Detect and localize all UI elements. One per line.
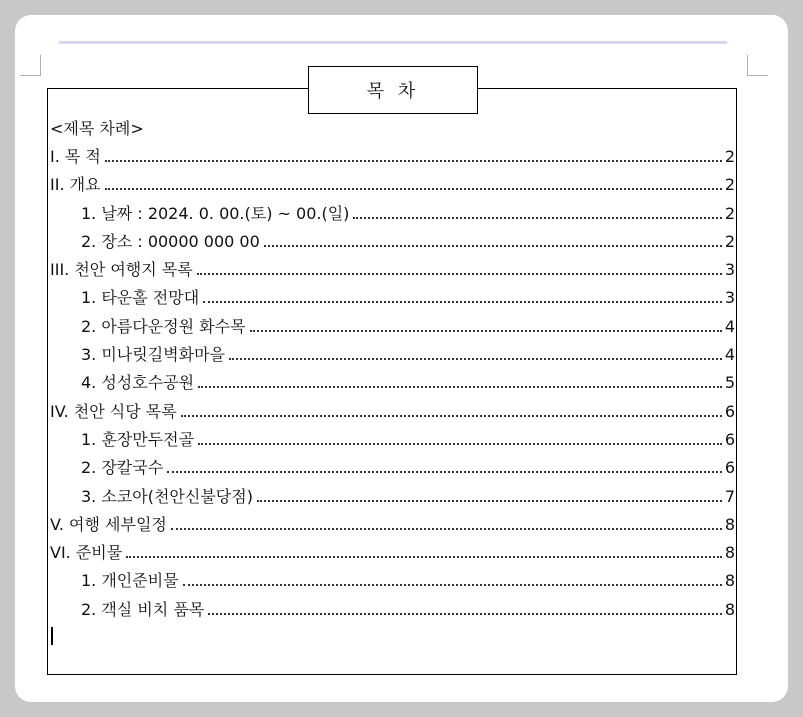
toc-leader-dots — [264, 245, 722, 247]
toc-page-number: 8 — [724, 571, 735, 591]
toc-leader-dots — [203, 301, 722, 303]
toc-page-number: 3 — [724, 288, 735, 308]
toc-entries — [50, 143, 735, 624]
toc-entry[interactable] — [50, 369, 735, 397]
toc-entry-label: 2. 장칼국수 — [81, 458, 164, 478]
toc-leader-dots — [105, 188, 722, 190]
toc-entry-label: 2. 아름다운정원 화수목 — [81, 316, 246, 336]
toc-entry-label: 1. 타운홀 전망대 — [81, 288, 200, 308]
header-area-line — [59, 41, 727, 44]
toc-page-number: 5 — [724, 373, 735, 393]
crop-mark-top-right — [747, 55, 768, 76]
toc-entry[interactable] — [50, 200, 735, 228]
toc-entry[interactable] — [50, 256, 735, 284]
toc-leader-dots — [229, 358, 722, 360]
toc-entry-label: I. 목 적 — [50, 147, 101, 166]
toc-entry-label: 3. 소코아(천안신불당점) — [81, 486, 253, 506]
toc-leader-dots — [171, 528, 722, 530]
toc-heading: <제목 차례> — [50, 119, 144, 138]
toc-leader-dots — [197, 273, 722, 275]
toc-page-number: 8 — [724, 599, 735, 619]
table-of-contents[interactable] — [50, 115, 735, 624]
toc-leader-dots — [353, 217, 721, 219]
document-page — [15, 15, 788, 702]
toc-entry[interactable] — [50, 567, 735, 595]
toc-entry[interactable] — [50, 454, 735, 482]
toc-page-number: 6 — [724, 429, 735, 449]
toc-leader-dots — [257, 500, 722, 502]
toc-title: 목 차 — [308, 66, 478, 114]
toc-entry[interactable] — [50, 596, 735, 624]
toc-leader-dots — [208, 613, 722, 615]
toc-leader-dots — [250, 330, 722, 332]
toc-leader-dots — [198, 386, 722, 388]
toc-entry-label: 3. 미나릿길벽화마을 — [81, 345, 225, 365]
toc-page-number: 8 — [724, 514, 735, 534]
toc-page-number: 8 — [724, 543, 735, 563]
toc-entry-label: 2. 장소 : 00000 000 00 — [81, 231, 260, 251]
toc-page-number: 4 — [724, 316, 735, 336]
toc-page-number: 6 — [724, 458, 735, 478]
toc-entry-label: 1. 날짜 : 2024. 0. 00.(토) ~ 00.(일) — [81, 203, 350, 223]
toc-page-number: 2 — [724, 231, 735, 251]
toc-entry[interactable] — [50, 398, 735, 426]
toc-entry-label: 1. 훈장만두전골 — [81, 429, 195, 449]
toc-entry[interactable] — [50, 511, 735, 539]
toc-page-number: 6 — [724, 401, 735, 421]
toc-entry[interactable] — [50, 426, 735, 454]
toc-entry[interactable] — [50, 143, 735, 171]
toc-entry[interactable] — [50, 284, 735, 312]
toc-entry-label: V. 여행 세부일정 — [50, 514, 167, 534]
toc-page-number: 4 — [724, 345, 735, 365]
toc-entry-label: 1. 개인준비물 — [81, 571, 179, 591]
toc-entry[interactable] — [50, 171, 735, 199]
toc-leader-dots — [183, 584, 722, 586]
toc-entry-label: 4. 성성호수공원 — [81, 373, 195, 393]
toc-page-number: 2 — [724, 203, 735, 223]
text-cursor — [51, 627, 53, 645]
toc-entry-label: VI. 준비물 — [50, 543, 123, 563]
toc-leader-dots — [126, 556, 722, 558]
toc-entry-label: 2. 객실 비치 품목 — [81, 599, 205, 619]
toc-entry-label: III. 천안 여행지 목록 — [50, 260, 193, 280]
toc-page-number: 2 — [724, 175, 735, 195]
toc-leader-dots — [167, 471, 722, 473]
crop-mark-top-left — [20, 55, 41, 76]
toc-entry[interactable] — [50, 341, 735, 369]
toc-entry-label: II. 개요 — [50, 175, 101, 195]
toc-page-number: 7 — [724, 486, 735, 506]
toc-entry[interactable] — [50, 313, 735, 341]
toc-leader-dots — [181, 415, 722, 417]
toc-entry[interactable] — [50, 539, 735, 567]
toc-entry[interactable] — [50, 228, 735, 256]
toc-page-number: 2 — [724, 147, 735, 166]
toc-page-number: 3 — [724, 260, 735, 280]
toc-entry-label: IV. 천안 식당 목록 — [50, 401, 177, 421]
toc-entry[interactable] — [50, 483, 735, 511]
toc-leader-dots — [198, 443, 722, 445]
toc-leader-dots — [105, 160, 722, 162]
